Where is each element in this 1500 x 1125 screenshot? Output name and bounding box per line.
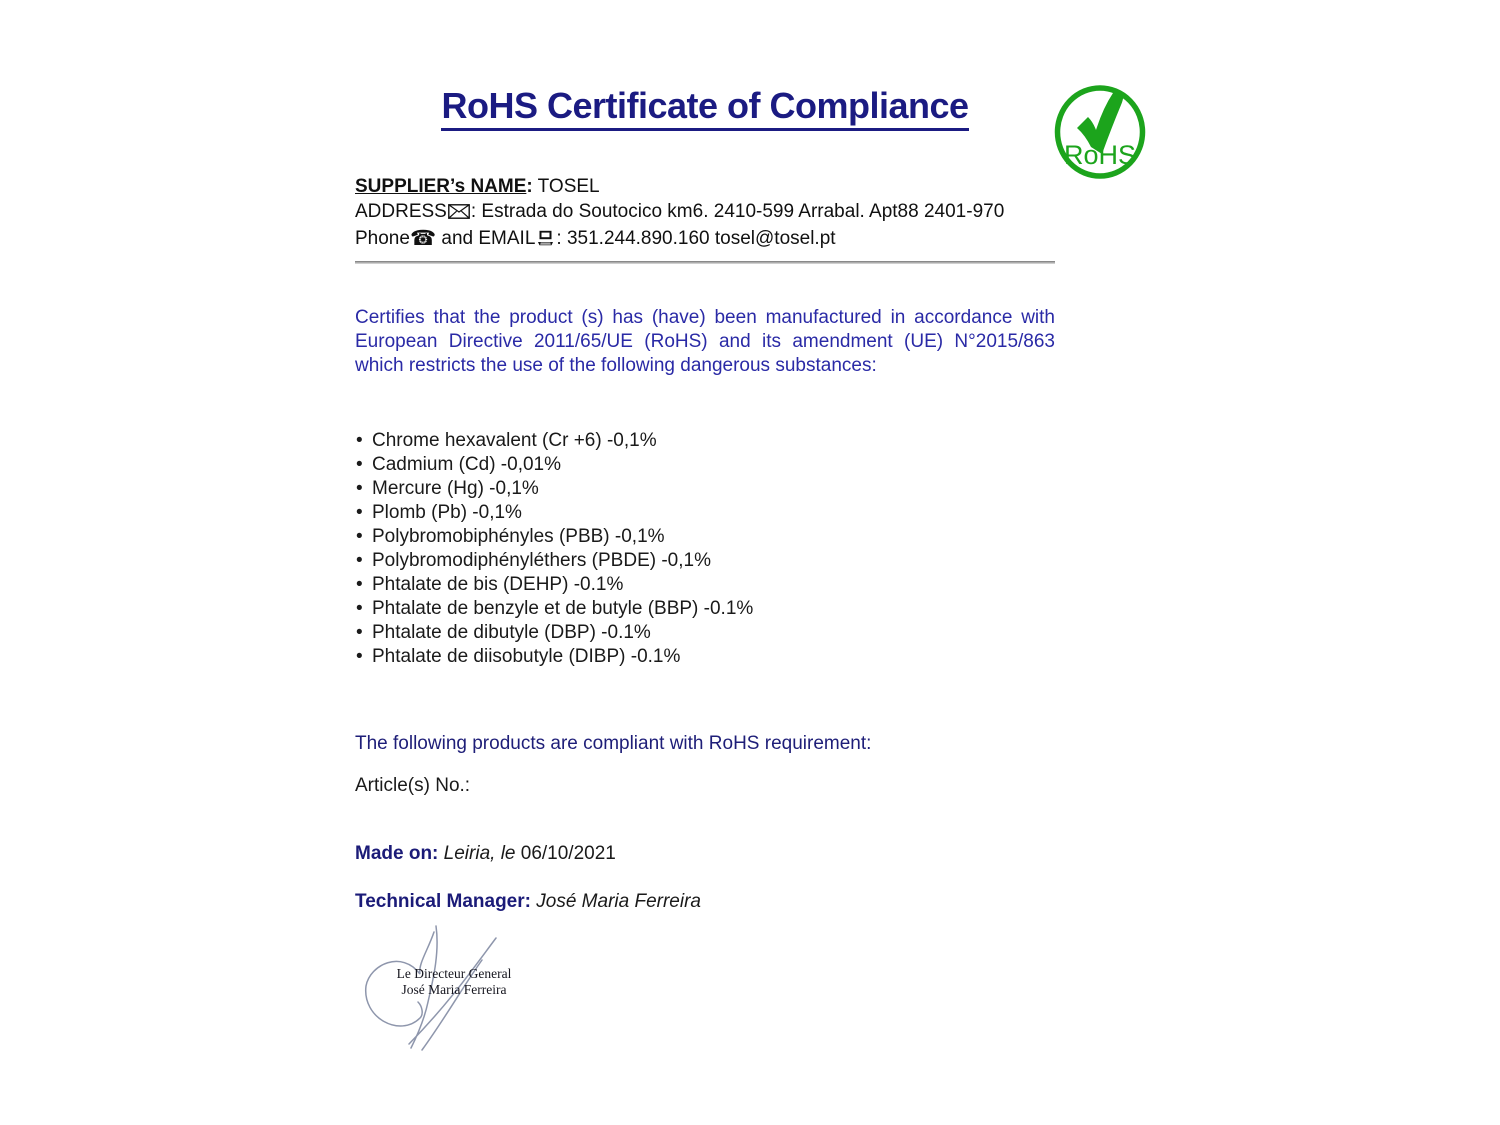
technical-manager-line bbox=[355, 891, 701, 913]
list-item: • Phtalate de benzyle et de butyle (BBP) -0.1% bbox=[356, 597, 753, 621]
list-item: • Mercure (Hg) -0,1% bbox=[356, 477, 753, 501]
list-item: • Cadmium (Cd) -0,01% bbox=[356, 453, 753, 477]
made-on-date: 06/10/2021 bbox=[520, 843, 616, 864]
technical-manager-name: José Maria Ferreira bbox=[530, 891, 701, 912]
substances-list bbox=[356, 429, 753, 669]
list-item: • Phtalate de diisobutyle (DIBP) -0.1% bbox=[356, 645, 753, 669]
supplier-block bbox=[355, 174, 1055, 253]
address-value: : Estrada do Soutocico km6. 2410-599 Arrabal. Apt88 2401-970 bbox=[470, 201, 1005, 222]
computer-icon bbox=[536, 228, 555, 253]
supplier-name-line bbox=[355, 174, 1055, 199]
list-item: • Plomb (Pb) -0,1% bbox=[356, 501, 753, 525]
rohs-logo bbox=[1053, 84, 1149, 184]
supplier-name-colon: : bbox=[526, 176, 533, 197]
certification-paragraph: Certifies that the product (s) has (have) been manufactured in accordance with European Directive 2011/65/UE (RoHS) and its amendment (UE) N°2015/863 which restricts the use of the following dangerous substances: bbox=[355, 307, 1055, 376]
made-on-line bbox=[355, 843, 616, 865]
list-item: • Phtalate de dibutyle (DBP) -0.1% bbox=[356, 621, 753, 645]
list-item: • Polybromodiphényléthers (PBDE) -0,1% bbox=[356, 549, 753, 573]
list-item: • Chrome hexavalent (Cr +6) -0,1% bbox=[356, 429, 753, 453]
phone-icon: ☎ bbox=[409, 227, 437, 250]
horizontal-divider bbox=[355, 261, 1055, 264]
article-number-line: Article(s) No.: bbox=[355, 775, 471, 796]
supplier-address-line bbox=[355, 199, 1055, 226]
phone-label: Phone bbox=[355, 228, 410, 249]
technical-manager-label: Technical Manager: bbox=[355, 891, 531, 912]
envelope-icon bbox=[448, 201, 470, 226]
supplier-contact-line bbox=[355, 226, 1055, 253]
supplier-name-label-text: SUPPLIER’s NAME bbox=[355, 176, 527, 197]
signature-block bbox=[356, 922, 536, 1057]
supplier-name-value: TOSEL bbox=[532, 176, 600, 197]
rohs-badge-icon bbox=[1053, 84, 1149, 184]
signature-name: José Maria Ferreira bbox=[401, 982, 507, 997]
rohs-logo-text: RoHS bbox=[1063, 140, 1137, 170]
supplier-name-label bbox=[355, 176, 533, 197]
address-label: ADDRESS bbox=[355, 201, 447, 222]
list-item: • Polybromobiphényles (PBB) -0,1% bbox=[356, 525, 753, 549]
signature-text bbox=[384, 966, 524, 998]
title-row bbox=[355, 84, 1055, 131]
made-on-place: Leiria, le bbox=[438, 843, 521, 864]
list-item: • Phtalate de bis (DEHP) -0.1% bbox=[356, 573, 753, 597]
page-title: RoHS Certificate of Compliance bbox=[441, 84, 968, 131]
made-on-label: Made on: bbox=[355, 843, 439, 864]
contact-value: : 351.244.890.160 tosel@tosel.pt bbox=[556, 228, 836, 249]
compliance-statement: The following products are compliant with RoHS requirement: bbox=[355, 733, 872, 754]
signature-title: Le Directeur General bbox=[396, 966, 512, 981]
email-label: and EMAIL bbox=[436, 228, 536, 249]
